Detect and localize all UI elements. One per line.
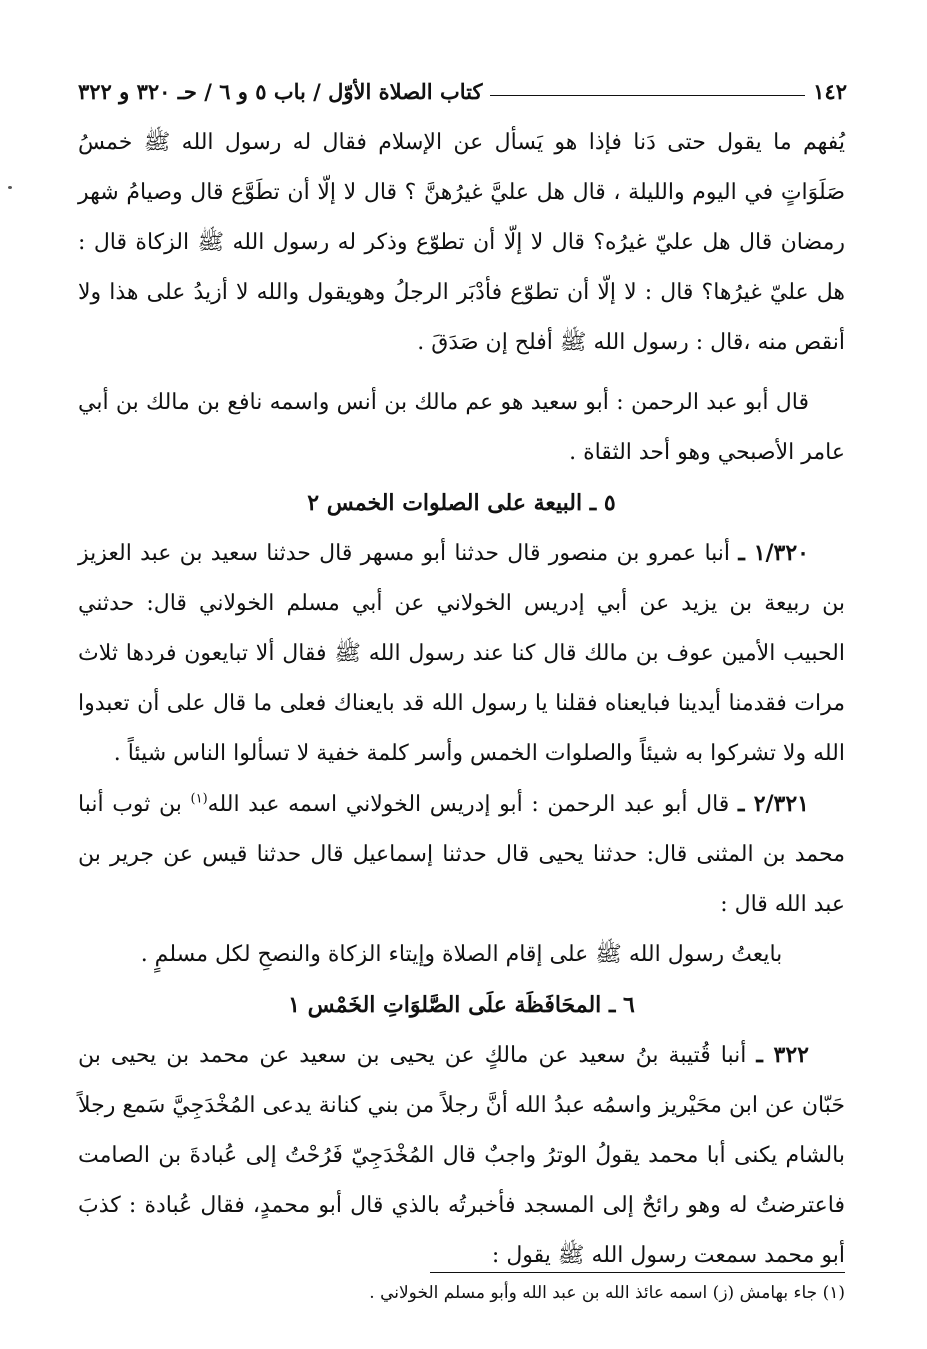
hadith-text: أنبا عمرو بن منصور قال حدثنا أبو مسهر قال حدثنا سعيد بن عبد العزيز بن ربيعة بن يزيد عن أبي إدريس الخولاني عن أبي مسلم الخولاني قال: حدثني الحبيب الأمين عوف بن مالك قال كنا عند رسول الله ﷺ فقال ألا تبايعون فردها ثلاث مرات فقدمنا أيدينا فبايعناه فقلنا يا رسول الله قد بايعناك فعلى ما قال على أن تعبدوا الله ولا تشركوا به شيئاً والصلوات الخمس وأسر كلمة خفية لا تسألوا الناس شيئاً .: [78, 541, 845, 766]
header-rule: [490, 95, 805, 96]
chapter-heading-5: ٥ ـ البيعة على الصلوات الخمس ٢: [307, 490, 616, 516]
footnote: (١) جاء بهامش (ز) اسمه عائذ الله بن عبد الله وأبو مسلم الخولاني .: [369, 1283, 845, 1303]
hadith-322: [78, 1030, 845, 1281]
hadith-number: ٢/٣٢١ ـ: [737, 791, 809, 817]
hadith-number: ٣٢٢ ـ: [756, 1042, 809, 1068]
hadith-quote: بايعتُ رسول الله ﷺ على إقام الصلاة وإيتاء الزكاة والنصحِ لكل مسلمٍ .: [140, 942, 783, 967]
footnote-separator: [430, 1272, 845, 1273]
page-body: [78, 118, 845, 1281]
page-number: ١٤٢: [813, 79, 847, 104]
chapter-heading-6: ٦ ـ المحَافَظَة علَى الصَّلوَاتِ الخَمْس ١: [288, 992, 635, 1018]
hadith-321: [78, 779, 845, 930]
running-title: كتاب الصلاة الأوّل / باب ٥ و ٦ / حـ ٣٢٠ و ٣٢٢: [78, 79, 483, 104]
hadith-text: أنبا قُتيبة بنُ سعيد عن مالكٍ عن يحيى بن سعيد عن محمد بن يحيى بن حَبّان عن ابن محَيْريز واسمُه عبدُ الله أنَّ رجلاً من بني كنانة يدعى المُخْدَجِيَّ سَمع رجلاً بالشام يكنى أبا محمد يقولُ الوترُ واجبٌ قال المُخْدَجِيّ فَرُحْتُ إلى عُبادةَ بن الصامت فاعترضتُ له وهو رائحٌ إلى المسجد فأخبرتُه بالذي قال أبو محمدٍ، فقال عُبادة : كذبَ أبو محمد سمعت رسول الله ﷺ يقول :: [78, 1043, 845, 1268]
page-header: [78, 72, 847, 102]
hadith-number: ١/٣٢٠ ـ: [738, 540, 809, 566]
paragraph-continuation: يُفهم ما يقول حتى دَنا فإذا هو يَسأل عن الإسلام فقال له رسول الله ﷺ خمسُ صَلَوَاتٍ في اليوم والليلة ، قال هل عليَّ غيرُهنَّ ؟ قال لا إلّا أن تطَوَّع قال وصيامُ شهر رمضان قال هل عليّ غيرُه؟ قال لا إلّا أن تطوّع وذكر له رسول الله ﷺ الزكاة قال : هل عليّ غيرُها؟ قال : لا إلّا أن تطوّع فأدْبَر الرجلُ وهويقول والله لا أزيدُ على هذا ولا أنقص منه ،قال : رسول الله ﷺ أفلح إن صَدَقَ .: [78, 130, 845, 355]
paragraph-commentary: قال أبو عبد الرحمن : أبو سعيد هو عم مالك بن أنس واسمه نافع بن مالك بن أبي عامر الأصبحي وهو أحد الثقاة .: [78, 390, 845, 465]
hadith-text-a: قال أبو عبد الرحمن : أبو إدريس الخولاني اسمه عبد الله: [207, 792, 730, 817]
hadith-text-b: بن ثوب أنبا محمد بن المثنى قال: حدثنا يحيى قال حدثنا إسماعيل قال حدثنا قيس عن جرير بن عبد الله قال :: [78, 792, 845, 917]
scan-speck: [8, 186, 12, 189]
hadith-320: [78, 528, 845, 779]
footnote-marker: (١): [190, 791, 208, 807]
